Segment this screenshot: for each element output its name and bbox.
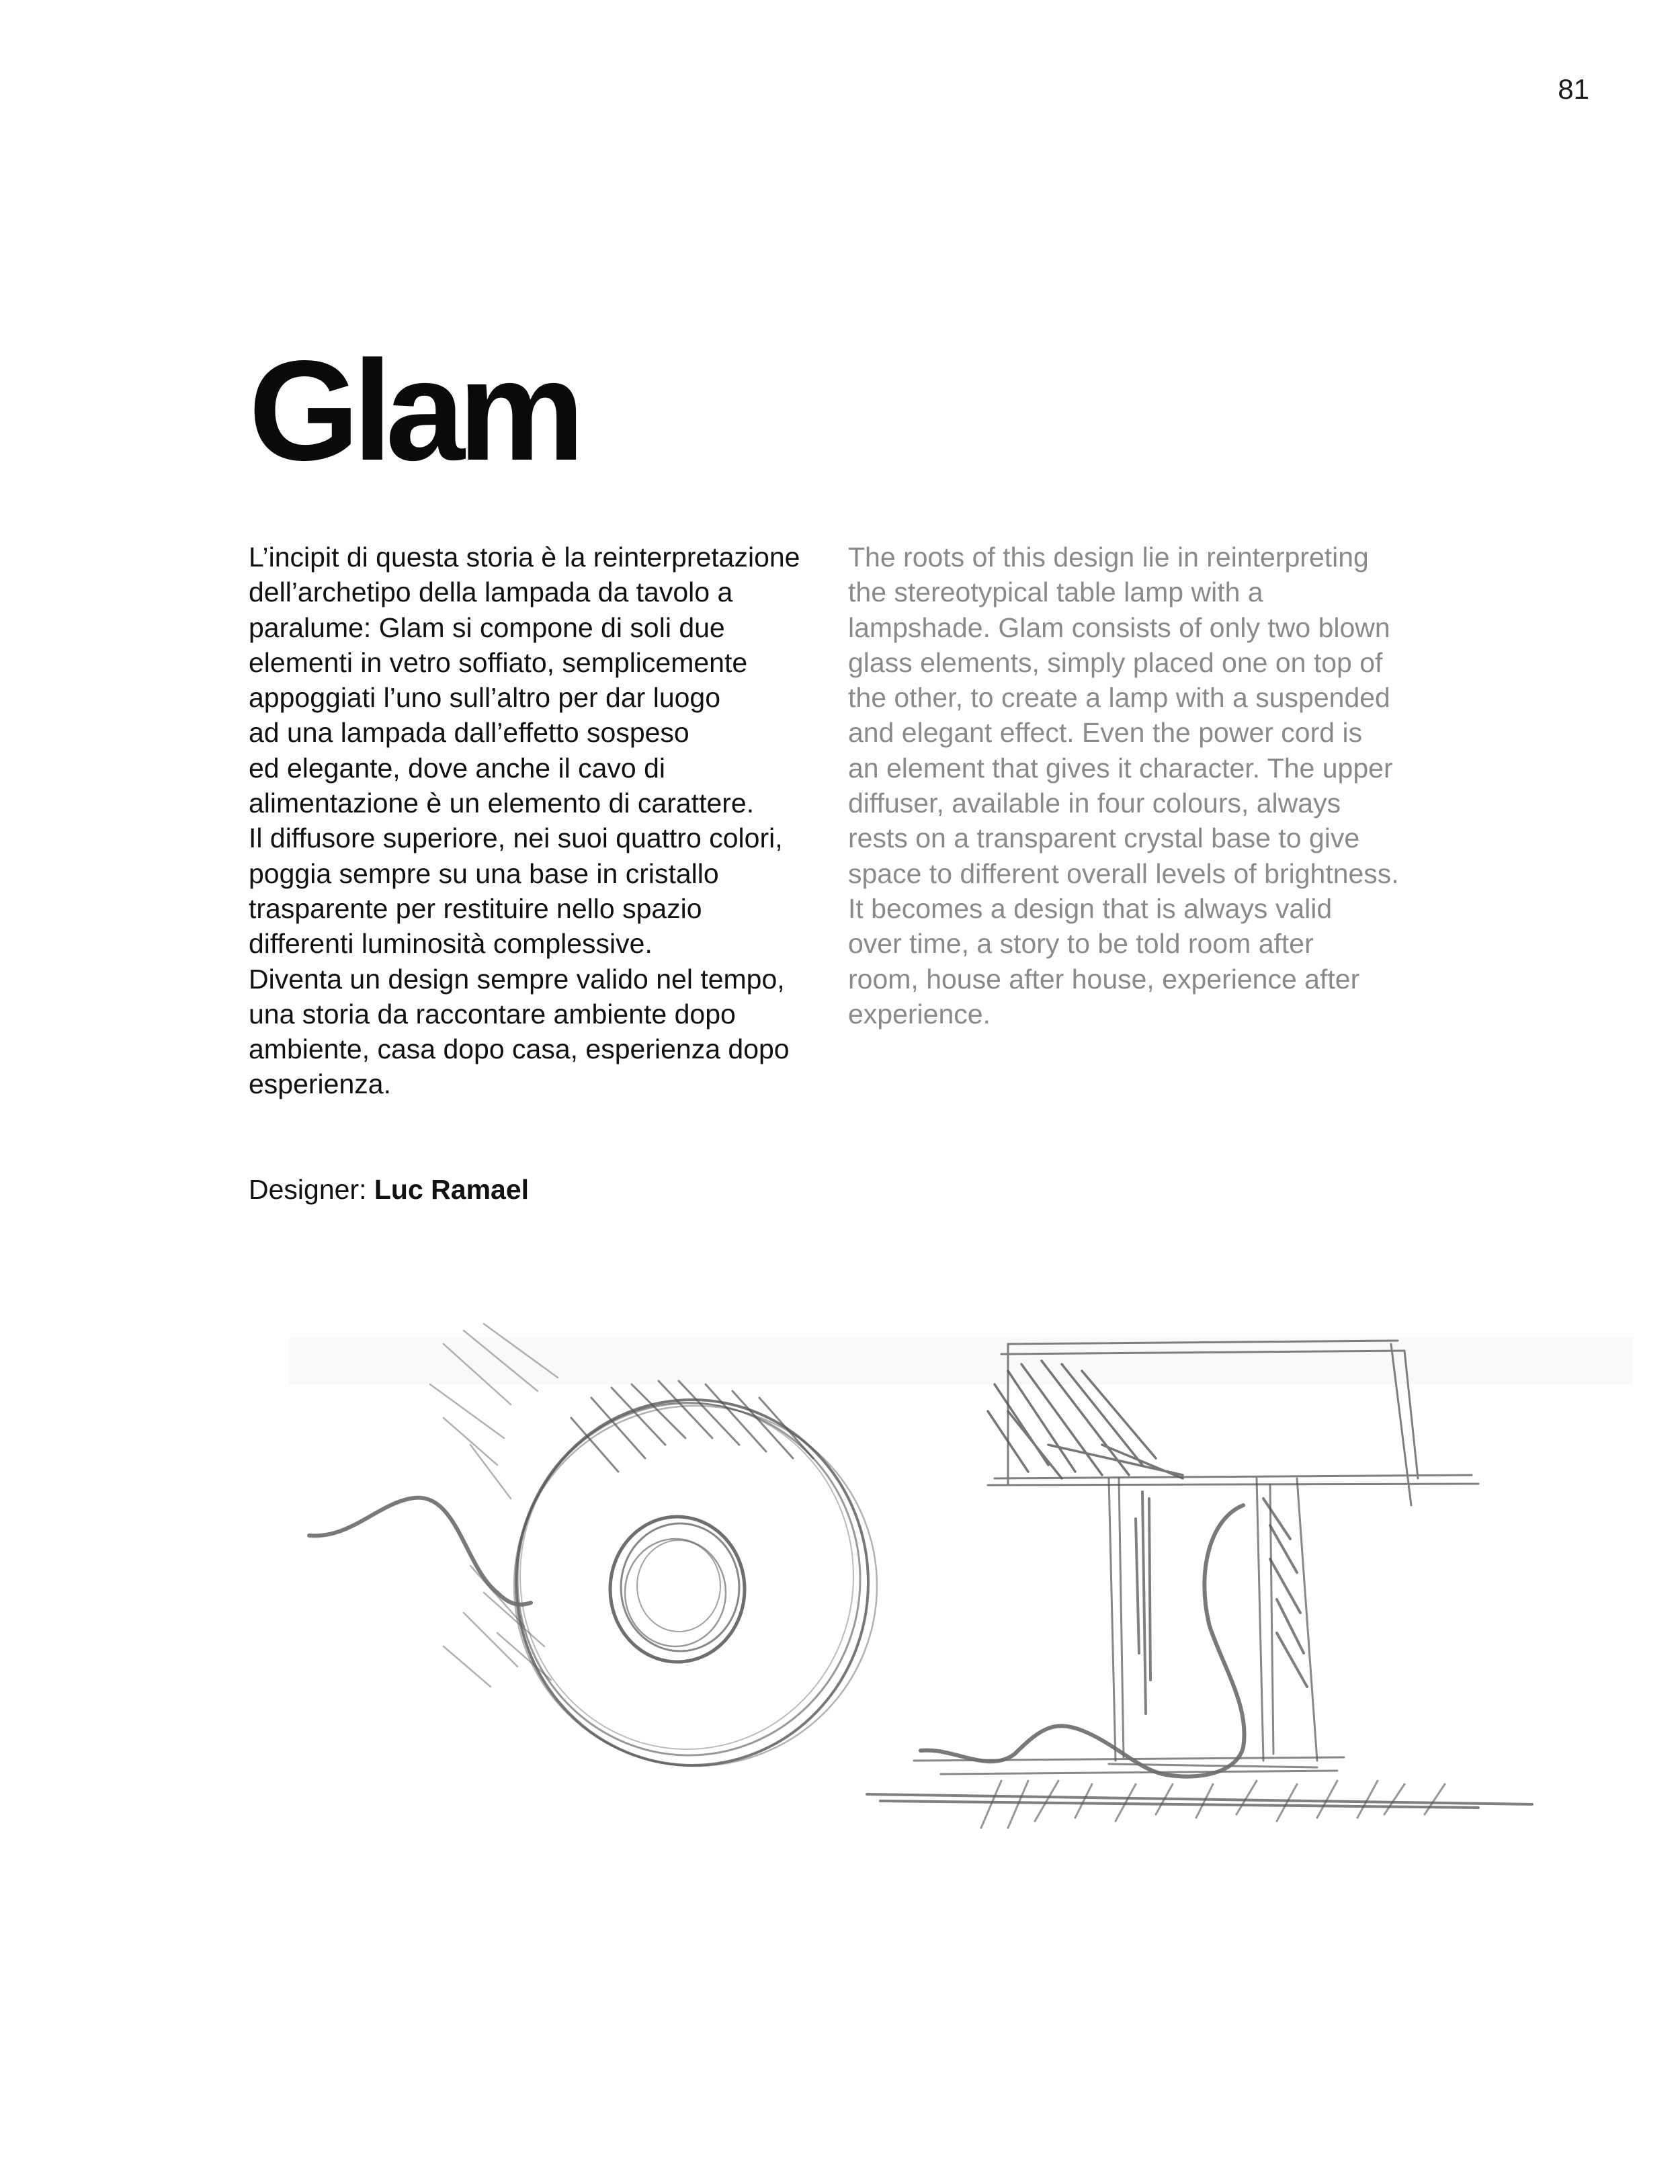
lamp-top-view-sketch [309, 1324, 877, 1766]
designer-credit [249, 1172, 529, 1207]
designer-name: Luc Ramael [374, 1174, 530, 1205]
product-title: Glam [249, 331, 579, 490]
lamp-side-view-sketch [867, 1341, 1532, 1828]
description-italian: L’incipit di questa storia è la reinterpretazione dell’archetipo della lampada da tavolo a paralume: Glam si compone di soli due elementi in vetro soffiato, semplicemente appoggiati l’uno sull’altro per dar luogo ad una lampada dall’effetto sospeso ed elegante, dove anche il cavo di alimentazione è un elemento di carattere. Il diffusore superiore, nei suoi quattro colori, poggia sempre su una base in cristallo trasparente per restituire nello spazio differenti luminosità complessive. Diventa un design sempre valido nel tempo, una storia da raccontare ambiente dopo ambiente, casa dopo casa, esperienza dopo esperienza. [249, 542, 800, 1100]
designer-label: Designer: [249, 1174, 374, 1205]
lamp-sketch-illustration [0, 1263, 1680, 1855]
description-english: The roots of this design lie in reinterpreting the stereotypical table lamp with a lampshade. Glam consists of only two blown glass elements, simply placed one on top of the other, to create a lamp with a suspended and elegant effect. Even the power cord is an element that gives it character. The upper diffuser, available in four colours, always rests on a transparent crystal base to give space to different overall levels of brightness. It becomes a design that is always valid over time, a story to be told room after room, house after house, experience after experience. [848, 542, 1399, 1030]
page-number: 81 [1558, 73, 1589, 105]
